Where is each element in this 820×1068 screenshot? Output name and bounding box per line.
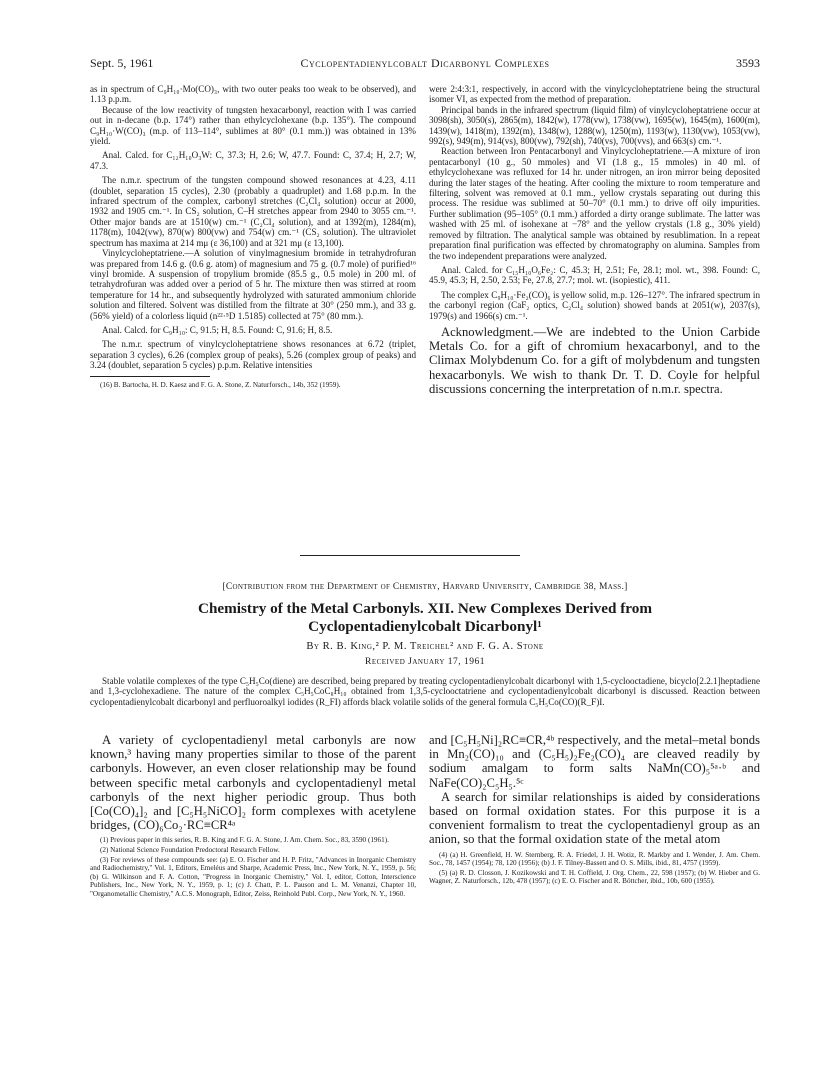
paragraph: and [C₅H₅Ni]₂RC≡CR,⁴ᵇ respectively, and the metal–metal bonds in Mn₂(CO)₁₀ and (C₅H₅)₂Fe₂(CO)₄ are cleaved readily by sodium amalgam to form salts NaMn(CO)₅⁵ᵃ·ᵇ and NaFe(CO)₂C₅H₅.⁵ᶜ [429,733,760,790]
abstract: Stable volatile complexes of the type C₅H₅Co(diene) are described, being prepared by treating cyclopentadienylcobalt dicarbonyl with 1,5-cyclooctadiene, bicyclo[2.2.1]heptadiene and 1,3-cyclohexadiene. The nature of the complex C₅H₅CoC₈H₁₀ obtained from 1,3,5-cyclooctatriene and cyclopentadienylcobalt dicarbonyl is discussed. Reaction between cyclopentadienylcobalt dicarbonyl and perfluoroalkyl iodides (R_FI) affords black volatile solids of the general formula C₅H₅Co(CO)(R_F)I. [90,676,760,707]
section-paragraph: Vinylcycloheptatriene.—A solution of vinylmagnesium bromide in tetrahydrofuran was prepared from 14.6 g. (0.6 g. atom) of magnesium and 75 g. (0.7 mole) of purified¹⁶ vinyl bromide. A suspension of tropylium bromide (85.5 g., 0.5 mole) in 200 ml. of tetrahydrofuran was added over a period of 5 hr. The mixture then was stirred at room temperature for 14 hr., and subsequently hydrolyzed with saturated ammonium chloride solution and filtered. Solvent was distilled from the filtrate at 30° (250 mm.), and 33 g. (56% yield) of a colorless liquid (n²²·⁵D 1.5185) collected at 75° (80 mm.). [90,248,416,321]
header-running-title: Cyclopentadienylcobalt Dicarbonyl Complexes [300,56,550,70]
paragraph: as in spectrum of C₉H₁₀·Mo(CO)₃, with two outer peaks too weak to be observed), and 1.13 p.p.m. [90,84,416,105]
paragraph: The n.m.r. spectrum of vinylcycloheptatriene shows resonances at 6.72 (triplet, separation 3 cycles), 6.26 (complex group of peaks), 5.26 (complex group of peaks) and 3.24 (doublet, separation 5 cycles) p.p.m. Relative intensities [90,339,416,371]
contribution-line: [Contribution from the Department of Chemistry, Harvard University, Cambridge 38, Mass.] [222,582,628,592]
footnotes [90,381,416,390]
analysis-paragraph: Anal. Calcd. for C₁₂H₁₀O₃W: C, 37.3; H, 2.6; W, 47.7. Found: C, 37.4; H, 2.7; W, 47.3. [90,150,416,171]
header-page-number: 3593 [736,56,760,70]
paragraph: Principal bands in the infrared spectrum (liquid film) of vinylcycloheptatriene occur at 3098(sh), 3050(s), 2865(m), 1842(w), 1778(vw), 1738(vw), 1695(w), 1645(m), 1600(m), 1439(w), 1418(m), 1392(m), 1348(w), 1288(w), 1250(m), 1193(w), 1130(vw), 1053(vw), 992(s), 949(m), 914(vs), 800(vw), 792(sh), 740(vs), 700(vvs), and 663(s) cm.⁻¹. [429,104,760,147]
footnote: (4) (a) H. Greenfield, H. W. Sternberg, R. A. Friedel, J. H. Wotiz, R. Markby and I. Wender, J. Am. Chem. Soc., 78, 1457 (1954); 78, 120 (1956); (b) J. F. Tilney-Bassett and O. S. Mills, ibid., 81, 4757 (1959). [429,850,760,868]
title-line: Chemistry of the Metal Carbonyls. XII. New Complexes Derived from [197,600,652,617]
header-date: Sept. 5, 1961 [90,56,154,70]
footnote: (16) B. Bartocha, H. D. Kaesz and F. G. A. Stone, Z. Naturforsch., 14b, 352 (1959). [100,380,341,389]
lower-right-column [429,733,760,887]
article-separator [300,555,520,556]
upper-right-column [429,84,760,396]
analysis-paragraph: Anal. Calcd. for C₉H₁₀: C, 91.5; H, 8.5. Found: C, 91.6; H, 8.5. [102,324,333,335]
paragraph: Because of the low reactivity of tungsten hexacarbonyl, reaction with I was carried out in n-decane (b.p. 174°) rather than ethylcyclohexane (b.p. 135°). The compound C₉H₁₀·W(CO)₃ (m.p. of 113–114°, sublimes at 80° (0.1 mm.)) was obtained in 13% yield. [90,104,416,147]
analysis-paragraph: Anal. Calcd. for C₁₅H₁₀O₆Fe₂: C, 45.3; H, 2.51; Fe, 28.1; mol. wt., 398. Found: C, 45.9, 45.3; H, 2.50, 2.53; Fe, 27.8, 27.7; mol. wt. (isopiestic), 411. [429,264,760,286]
section-paragraph: Reaction between Iron Pentacarbonyl and Vinylcycloheptatriene.—A mixture of iron pentacarbonyl (10 g., 50 mmoles) and VI (1.8 g., 15 mmoles) in 40 ml. of ethylcyclohexane was refluxed for 14 hr. under nitrogen, an iron mirror being deposited during the later stages of the heating. After cooling the mixture to room temperature and filtering, solvent was removed at 0.1 mm., yellow crystals separating out during this process. The residue was sublimed at 50–70° (0.1 mm.) to drive off oily impurities. Further sublimation (95–105° (0.1 mm.) afforded a dirty orange sublimate. The latter was washed with 25 ml. of isohexane at −78° and the yellow crystals (1.8 g., 30% yield) removed by filtration. The analytical sample was obtained by resublimation. In a repeat preparation final purification was effected by chromatography on alumina. Samples from the two independent preparations were analyzed. [429,146,760,261]
article-title [110,600,740,636]
authors: By R. B. King,² P. M. Treichel² and F. G. A. Stone [306,641,544,652]
footnotes [90,836,416,898]
footnote-rule [90,376,210,377]
paragraph: The complex C₉H₁₀·Fe₂(CO)₆ is yellow solid, m.p. 126–127°. The infrared spectrum in the carbonyl region (CaF₂ optics, C₂Cl₄ solution) showed bands at 2051(w), 2037(s), 1979(s) and 1966(s) cm.⁻¹. [429,289,760,321]
upper-left-column [90,84,416,390]
footnote: (3) For reviews of these compounds see: (a) E. O. Fischer and H. P. Fritz, "Advances in Inorganic Chemistry and Radiochemistry," Vol. 1, Editors, Emeléus and Sharpe, Academic Press, Inc., New York, N. Y., 1959, p. 56; (b) G. Wilkinson and F. A. Cotton, "Progress in Inorganic Chemistry," Vol. I, editor, Cotton, Interscience Publishers, Inc., New York, N. Y., 1959, p. 1; (c) J. Chatt, P. L. Pauson and L. M. Venanzi, Chapter 10, "Organometallic Chemistry," A.C.S. Monograph, Editor, Zeiss, Reinhold Publ. Corp., New York, N. Y., 1960. [90,855,416,898]
paragraph: A search for similar relationships is aided by considerations based on formal oxidation states. For this purpose it is a convenient formalism to treat the cyclopentadienyl group as an anion, so that the formal oxidation state of the metal atom [429,789,760,847]
paragraph: The n.m.r. spectrum of the tungsten compound showed resonances at 4.23, 4.11 (doublet, separation 15 cycles), 2.30 (probably a quadruplet) and 1.68 p.p.m. In the infrared spectrum of the complex, carbonyl stretches (C₂Cl₄ solution) occur at 2000, 1932 and 1905 cm.⁻¹. In CS₂ solution, C–H stretches appear from 2940 to 3055 cm.⁻¹. Other major bands are at 1510(w) cm.⁻¹ (C₂Cl₄ solution), and at 1392(m), 1284(m), 1178(m), 1042(vw), 870(w) 800(vw) and 754(w) cm.⁻¹ (CS₂ solution). The ultraviolet spectrum has maxima at 214 mμ (ε 36,100) and at 321 mμ (ε 13,100). [90,175,416,248]
running-header [90,56,760,72]
title-line: Cyclopentadienylcobalt Dicarbonyl¹ [308,618,542,635]
acknowledgment: Acknowledgment.—We are indebted to the Union Carbide Metals Co. for a gift of chromium hexacarbonyl, and to the Climax Molybdenum Co. for a gift of molybdenum and tungsten hexacarbonyls. We wish to thank Dr. T. D. Coyle for helpful discussions concerning the interpretation of n.m.r. spectra. [429,324,760,396]
footnote: (2) National Science Foundation Predoctoral Research Fellow. [100,846,280,855]
footnote: (5) (a) R. D. Closson, J. Kozikowski and T. H. Coffield, J. Org. Chem., 22, 598 (1957); (b) W. Hieber and G. Wagner, Z. Naturforsch., 12b, 478 (1957); (c) E. O. Fischer and R. Böttcher, ibid., 10b, 600 (1955). [429,868,760,886]
footnotes [429,851,760,886]
lower-left-column [90,733,416,900]
paragraph: were 2:4:3:1, respectively, in accord with the vinylcycloheptatriene being the structural isomer VI, as expected from the method of preparation. [429,84,760,105]
paragraph: A variety of cyclopentadienyl metal carbonyls are now known,³ having many properties similar to those of the parent carbonyls. However, an even closer relationship may be found between specific metal carbonyls and cyclopentadienyl metal carbonyls of the next higher periodic group. Thus both [Co(CO)₄]₂ and [C₅H₅NiCO]₂ form complexes with acetylene bridges, (CO)₆Co₂·RC≡CR⁴ᵃ [90,733,416,833]
received-date: Received January 17, 1961 [364,657,486,667]
footnote: (1) Previous paper in this series, R. B. King and F. G. A. Stone, J. Am. Chem. Soc., 83, 3590 (1961). [100,836,389,845]
